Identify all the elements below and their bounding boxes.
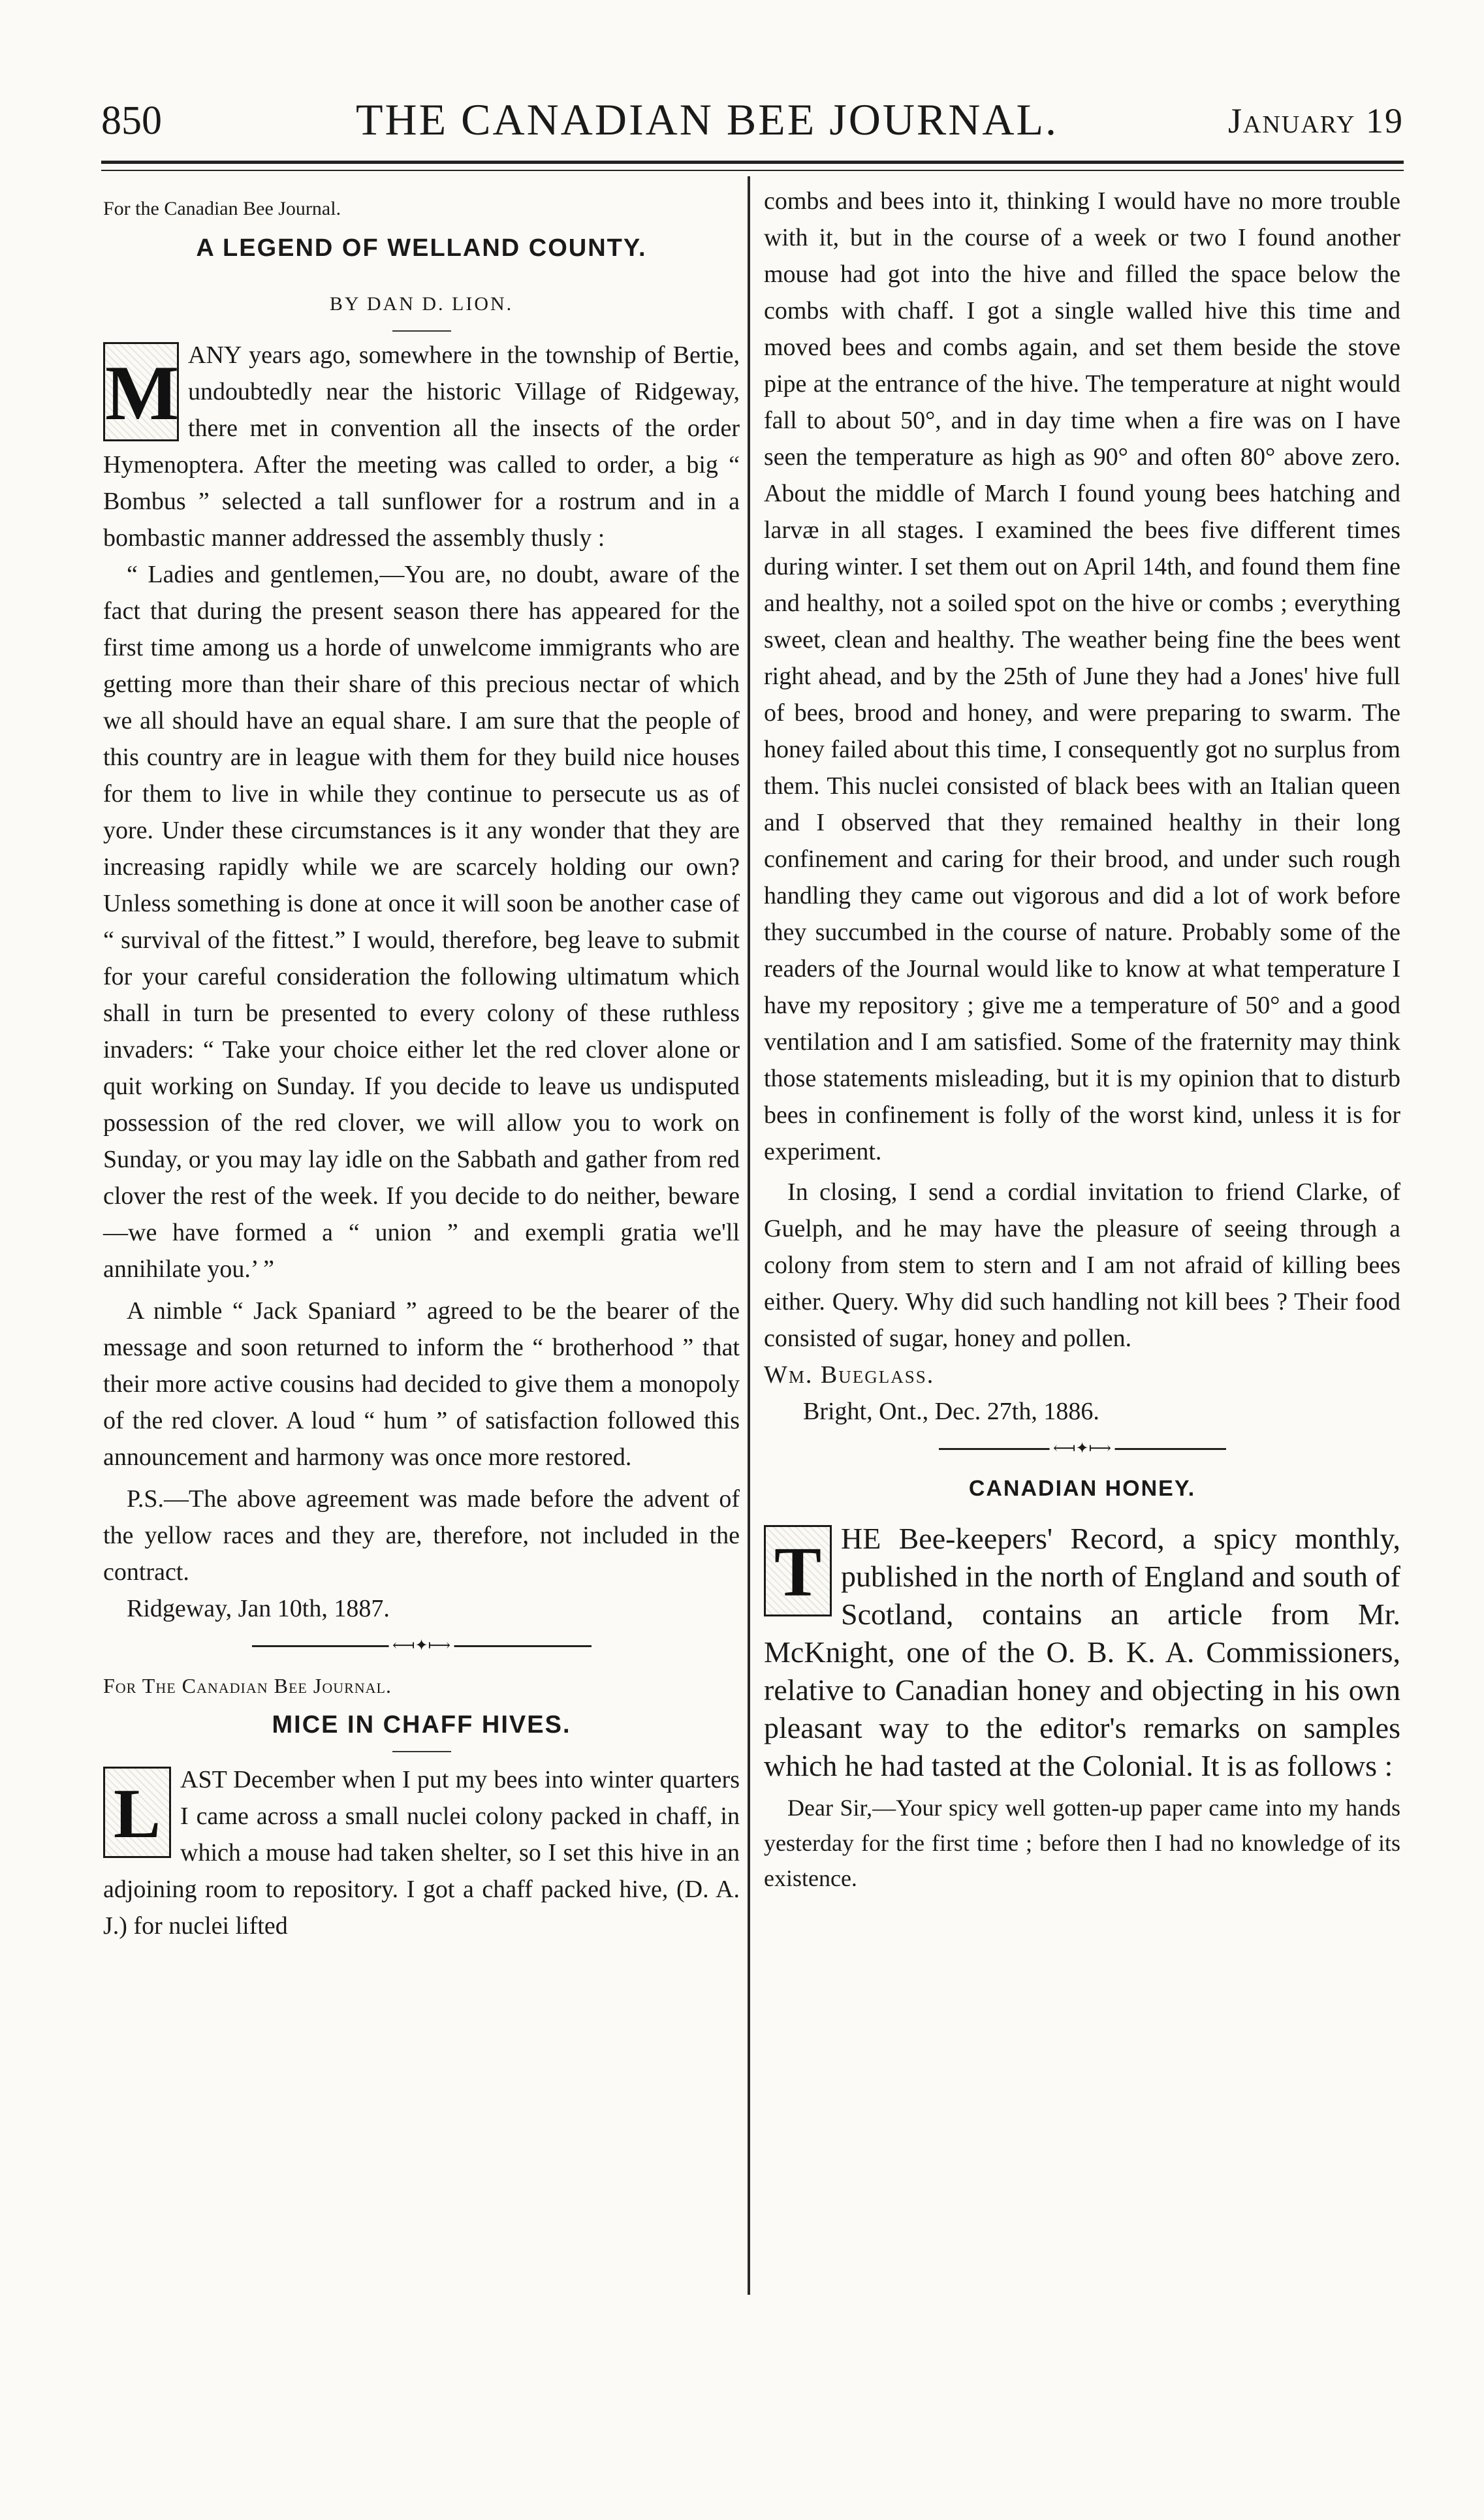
honey-body: [764, 1520, 1400, 1785]
section-separator: ⟻✦⟼: [252, 1639, 592, 1653]
honey-paragraph-1: T HE Bee-keepers' Record, a spicy monthly, published in the north of England and south of Scotland, contains an article from Mr. McKnight, one of the O. B. K. A. Commissioners, relative to Canadian honey and objecting in his own pleasant way to the editor's remarks on samples which he had tasted at the Colonial. It is as follows :: [764, 1522, 1400, 1782]
honey-paragraph-2: Dear Sir,—Your spicy well gotten-up paper came into my hands yesterday for the first time ; before then I had no knowledge of its existence.: [764, 1795, 1400, 1891]
legend-paragraph-3: A nimble “ Jack Spaniard ” agreed to be the bearer of the message and soon returned to inform the “ brotherhood ” that their more active cousins had decided to give them a monopoly of the red clover. A loud “ hum ” of satisfaction followed this announcement and harmony was once more restored.: [103, 1297, 740, 1471]
mice-signature: Wm. Bueglass.: [764, 1361, 935, 1389]
legend-source: For the Canadian Bee Journal.: [103, 198, 341, 219]
legend-paragraph-1: M ANY years ago, somewhere in the township of Bertie, undoubtedly near the historic Village of Ridgeway, there met in convention all the insects of the order Hymenoptera. After the meeting was called to order, a big “ Bombus ” selected a tall sunflower for a rostrum and in a bombastic manner addressed the assembly thusly :: [103, 341, 740, 552]
honey-title: CANADIAN HONEY.: [968, 1476, 1196, 1501]
header-rule-thin: [101, 170, 1404, 171]
byline-rule: [392, 330, 451, 332]
mice-place-date: Bright, Ont., Dec. 27th, 1886.: [803, 1398, 1099, 1425]
mice-title-rule: [392, 1751, 451, 1752]
legend-paragraph-4: P.S.—The above agreement was made before the advent of the yellow races and they are, therefore, not included in the contract.: [103, 1485, 740, 1586]
mice-title: MICE IN CHAFF HIVES.: [272, 1711, 571, 1739]
mice-source: For The Canadian Bee Journal.: [103, 1674, 392, 1697]
drop-cap-m: M: [103, 342, 179, 441]
right-column: [764, 183, 1400, 1896]
legend-place-date: Ridgeway, Jan 10th, 1887.: [127, 1595, 390, 1622]
column-divider: [748, 176, 750, 2295]
left-column: [103, 183, 740, 1944]
mice-paragraph-1: L AST December when I put my bees into winter quarters I came across a small nuclei colony packed in chaff, in which a mouse had taken shelter, so I set this hive in an adjoining room to repository. I got a chaff packed hive, (D. A. J.) for nuclei lifted: [103, 1766, 740, 1940]
header-rule: [101, 161, 1404, 164]
mice-paragraph-1-continued: combs and bees into it, thinking I would have no more trouble with it, but in the course of a week or two I found another mouse had got into the hive and filled the space below the combs with chaff. I got a single walled hive this time and moved bees and combs again, and set them beside the stove pipe at the entrance of the hive. The temperature at night would fall to about 50°, and in day time when a fire was on I have seen the temperature as high as 90° and often 80° above zero. About the middle of March I found young bees hatching and larvæ in all stages. I examined the bees five different times during winter. I set them out on April 14th, and found them fine and healthy, not a soiled spot on the hive or combs ; everything sweet, clean and healthy. The weather being fine the bees went right ahead, and by the 25th of June they had a Jones' hive full of bees, brood and honey, and were preparing to swarm. The honey failed about this time, I consequently got no surplus from them. This nuclei consisted of black bees with an Italian queen and I observed that they remained healthy in their long confinement and caring for their brood, and under such rough handling they came out vigorous and did a lot of work before they succumbed in the course of nature. Probably some of the readers of the Journal would like to know at what temperature I have my repository ; give me a temperature of 50° and a good ventilation and I am satisfied. Some of the fraternity may think those statements misleading, but it is my opinion that to disturb bees in confinement is folly of the worst kind, unless it is for experiment.: [764, 187, 1400, 1165]
legend-title: A LEGEND OF WELLAND COUNTY.: [196, 234, 647, 262]
journal-title: THE CANADIAN BEE JOURNAL.: [356, 95, 1059, 144]
mice-paragraph-2: In closing, I send a cordial invitation to friend Clarke, of Guelph, and he may have the pleasure of seeing through a colony from stem to stern and I am not afraid of killing bees either. Query. Why did such handling not kill bees ? Their food consisted of sugar, honey and pollen.: [764, 1178, 1400, 1352]
drop-cap-l: L: [103, 1767, 171, 1858]
legend-paragraph-2: “ Ladies and gentlemen,—You are, no doubt, aware of the fact that during the present season there has appeared for the first time among us a horde of unwelcome immigrants who are getting more than their share of this precious nectar of which we all should have an equal share. I am sure that the people of this country are in league with them for they build nice houses for them to live in while they continue to persecute us as of yore. Under these circumstances is it any wonder that they are increasing rapidly while we are scarcely holding our own? Unless something is done at once it will soon be another case of “ survival of the fittest.” I would, therefore, beg leave to submit for your careful consideration the following ultimatum which shall in turn be presented to every colony of these ruthless invaders: “ Take your choice either let the red clover alone or quit working on Sunday. If you decide to leave us undisputed possession of the red clover, we will allow you to work on Sunday, or you may lay idle on the Sabbath and gather from red clover the rest of the week. If you decide to do neither, beware—we have formed a “ union ” and exempli gratia we'll annihilate you.’ ”: [103, 561, 740, 1283]
page-header: [101, 85, 1404, 157]
page-number: 850: [101, 99, 162, 143]
legend-byline: BY DAN D. LION.: [329, 293, 514, 315]
drop-cap-t: T: [764, 1525, 832, 1616]
issue-date: January 19: [1228, 101, 1404, 140]
section-separator-2: ⟻✦⟼: [939, 1441, 1226, 1456]
